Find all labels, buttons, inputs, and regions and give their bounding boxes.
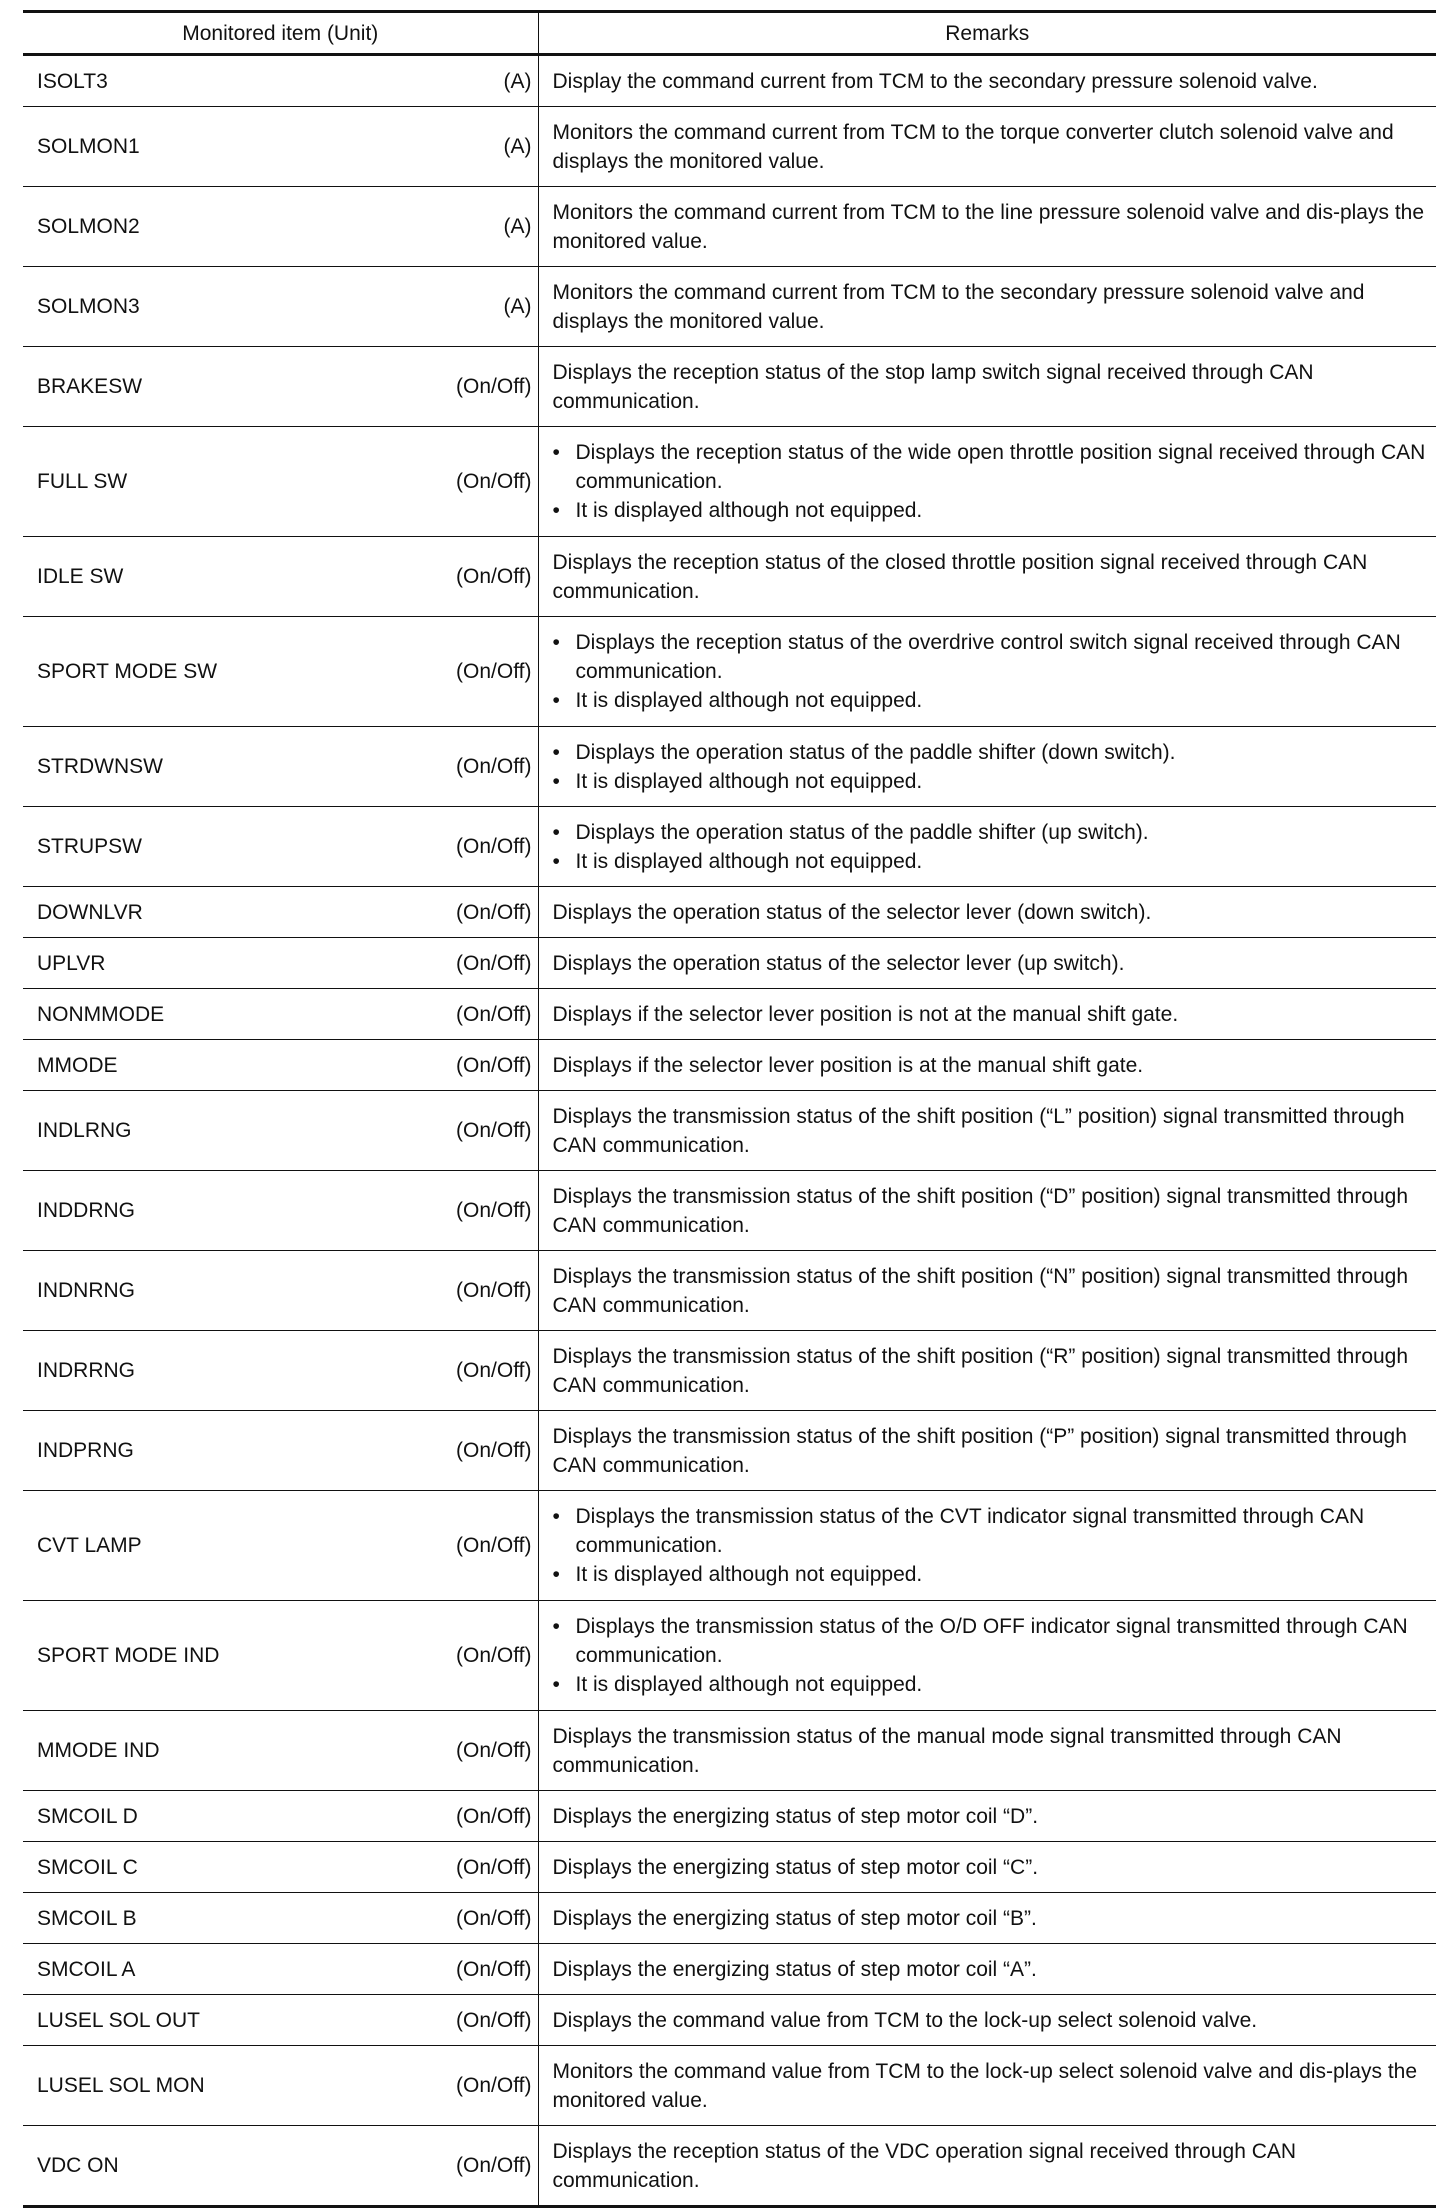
item-cell bbox=[23, 55, 538, 107]
item-unit: (On/Off) bbox=[456, 1119, 532, 1142]
table-row bbox=[23, 1995, 1436, 2046]
remark-text: It is displayed although not equipped. bbox=[575, 1563, 923, 1586]
remarks-cell bbox=[538, 267, 1436, 347]
item-unit: (On/Off) bbox=[456, 1199, 532, 1222]
item-cell bbox=[23, 2046, 538, 2126]
item-cell-content bbox=[23, 1051, 538, 1080]
item-cell-content bbox=[23, 2151, 538, 2180]
table-row bbox=[23, 938, 1436, 989]
remark-bullet bbox=[553, 738, 1427, 767]
monitored-items-table bbox=[23, 10, 1436, 2208]
column-header-item: Monitored item (Unit) bbox=[23, 12, 538, 55]
page bbox=[23, 10, 1436, 2208]
bullet-dot-icon: • bbox=[552, 1563, 560, 1586]
remarks-cell bbox=[538, 187, 1436, 267]
remarks-cell bbox=[538, 887, 1436, 938]
item-unit: (On/Off) bbox=[456, 951, 532, 975]
item-unit: (On/Off) bbox=[456, 835, 532, 858]
item-unit: (A) bbox=[503, 215, 532, 238]
item-cell bbox=[23, 1331, 538, 1411]
table-row bbox=[23, 267, 1436, 347]
item-cell bbox=[23, 187, 538, 267]
item-cell-content bbox=[23, 1356, 538, 1385]
remark-text: Monitors the command value from TCM to the lock-up select solenoid valve and dis-plays the monitored value. bbox=[552, 2059, 1418, 2112]
bullet-dot-icon: • bbox=[552, 689, 560, 712]
remark-text: Displays the transmission status of the shift position (“N” position) signal transmitted through CAN communication. bbox=[552, 1264, 1409, 1317]
remark-text: Display the command current from TCM to the secondary pressure solenoid valve. bbox=[552, 69, 1318, 93]
table-row bbox=[23, 989, 1436, 1040]
bullet-dot-icon: • bbox=[552, 849, 560, 873]
item-name: LUSEL SOL MON bbox=[37, 2074, 205, 2097]
item-cell-content bbox=[23, 1000, 538, 1029]
item-cell bbox=[23, 989, 538, 1040]
remark-text: Displays the reception status of the VDC operation signal received through CAN communication. bbox=[552, 2139, 1297, 2192]
remark-text: It is displayed although not equipped. bbox=[575, 689, 923, 712]
item-name: MMODE bbox=[37, 1053, 118, 1077]
item-name: LUSEL SOL OUT bbox=[37, 2008, 200, 2032]
item-cell bbox=[23, 1995, 538, 2046]
item-cell-content bbox=[23, 1853, 538, 1882]
table-row bbox=[23, 1091, 1436, 1171]
remarks-cell bbox=[538, 107, 1436, 187]
table-row bbox=[23, 2126, 1436, 2207]
item-cell-content bbox=[23, 2071, 538, 2100]
item-cell bbox=[23, 1601, 538, 1711]
item-name: SOLMON1 bbox=[37, 135, 140, 158]
table-row bbox=[23, 107, 1436, 187]
table-row bbox=[23, 1491, 1436, 1601]
table-header-row bbox=[23, 12, 1436, 55]
item-cell bbox=[23, 347, 538, 427]
bullet-dot-icon: • bbox=[552, 631, 560, 654]
remark-text: It is displayed although not equipped. bbox=[575, 849, 923, 873]
item-cell bbox=[23, 1091, 538, 1171]
item-unit: (On/Off) bbox=[456, 1279, 532, 1302]
item-cell-content bbox=[23, 1955, 538, 1984]
item-cell-content bbox=[23, 1736, 538, 1765]
table-row bbox=[23, 1791, 1436, 1842]
remarks-cell bbox=[538, 1251, 1436, 1331]
table-row bbox=[23, 1944, 1436, 1995]
remark-text: Displays the energizing status of step motor coil “C”. bbox=[552, 1855, 1039, 1879]
item-cell bbox=[23, 1944, 538, 1995]
item-cell bbox=[23, 1842, 538, 1893]
item-unit: (On/Off) bbox=[456, 1906, 532, 1930]
item-name: SMCOIL C bbox=[37, 1855, 138, 1879]
item-cell bbox=[23, 2126, 538, 2207]
item-cell bbox=[23, 427, 538, 537]
item-cell-content bbox=[23, 832, 538, 861]
item-cell-content bbox=[23, 898, 538, 927]
item-cell-content bbox=[23, 1531, 538, 1560]
item-name: ISOLT3 bbox=[37, 69, 108, 93]
item-name: SOLMON3 bbox=[37, 295, 140, 318]
remarks-cell bbox=[538, 427, 1436, 537]
remark-text: Displays the operation status of the selector lever (down switch). bbox=[552, 900, 1152, 924]
item-name: SPORT MODE SW bbox=[37, 660, 218, 683]
table-row bbox=[23, 887, 1436, 938]
item-cell-content bbox=[23, 1276, 538, 1305]
table-row bbox=[23, 1171, 1436, 1251]
item-cell bbox=[23, 1251, 538, 1331]
item-cell-content bbox=[23, 292, 538, 321]
bullet-dot-icon: • bbox=[552, 769, 560, 793]
table-row bbox=[23, 347, 1436, 427]
remark-text: It is displayed although not equipped. bbox=[575, 769, 923, 793]
item-name: CVT LAMP bbox=[37, 1534, 142, 1557]
item-name: UPLVR bbox=[37, 951, 106, 975]
item-unit: (On/Off) bbox=[456, 1053, 532, 1077]
remark-text: Displays the operation status of the paddle shifter (down switch). bbox=[575, 740, 1176, 764]
item-cell-content bbox=[23, 1641, 538, 1670]
item-name: SPORT MODE IND bbox=[37, 1644, 220, 1667]
remark-bullet bbox=[553, 1560, 1427, 1589]
item-unit: (On/Off) bbox=[456, 1804, 532, 1828]
remark-text: Displays the command value from TCM to the lock-up select solenoid valve. bbox=[552, 2008, 1258, 2032]
remarks-cell bbox=[538, 1331, 1436, 1411]
remark-text: Monitors the command current from TCM to the torque converter clutch solenoid valve and displays the monitored value. bbox=[552, 120, 1394, 173]
remarks-cell bbox=[538, 1491, 1436, 1601]
item-cell bbox=[23, 1893, 538, 1944]
item-unit: (On/Off) bbox=[456, 1439, 532, 1462]
remark-text: Displays the transmission status of the shift position (“L” position) signal transmitted through CAN communication. bbox=[552, 1104, 1405, 1157]
item-cell-content bbox=[23, 1904, 538, 1933]
remark-text: Displays the operation status of the paddle shifter (up switch). bbox=[575, 820, 1149, 844]
remark-bullet bbox=[553, 1612, 1427, 1670]
item-name: INDRRNG bbox=[37, 1359, 135, 1382]
item-unit: (On/Off) bbox=[456, 1002, 532, 1026]
bullet-dot-icon: • bbox=[552, 441, 560, 464]
item-unit: (On/Off) bbox=[456, 660, 532, 683]
bullet-dot-icon: • bbox=[552, 820, 560, 844]
table-row bbox=[23, 1411, 1436, 1491]
item-name: SMCOIL D bbox=[37, 1804, 138, 1828]
remark-bullet bbox=[553, 818, 1427, 847]
item-cell bbox=[23, 807, 538, 887]
item-name: SMCOIL B bbox=[37, 1906, 137, 1930]
remark-text: It is displayed although not equipped. bbox=[575, 499, 923, 522]
remarks-cell bbox=[538, 727, 1436, 807]
remark-text: Displays the transmission status of the O/D OFF indicator signal transmitted through CAN communication. bbox=[575, 1615, 1408, 1667]
item-cell bbox=[23, 1791, 538, 1842]
remark-text: Displays the operation status of the selector lever (up switch). bbox=[552, 951, 1125, 975]
remark-bullet bbox=[553, 686, 1427, 715]
table-row bbox=[23, 1601, 1436, 1711]
remark-bullet bbox=[553, 628, 1427, 686]
bullet-dot-icon: • bbox=[552, 1615, 560, 1638]
item-unit: (On/Off) bbox=[456, 1855, 532, 1879]
remark-text: Displays the energizing status of step motor coil “B”. bbox=[552, 1906, 1037, 1930]
table-row bbox=[23, 1842, 1436, 1893]
item-unit: (A) bbox=[503, 69, 532, 93]
remark-text: Displays the transmission status of the shift position (“D” position) signal transmitted through CAN communication. bbox=[552, 1184, 1409, 1237]
item-cell bbox=[23, 1171, 538, 1251]
remark-text: Displays the energizing status of step motor coil “A”. bbox=[552, 1957, 1037, 1981]
item-cell-content bbox=[23, 949, 538, 978]
remark-text: Displays the reception status of the overdrive control switch signal received through CAN communication. bbox=[575, 631, 1401, 683]
item-cell bbox=[23, 617, 538, 727]
bullet-dot-icon: • bbox=[552, 1673, 560, 1696]
item-name: BRAKESW bbox=[37, 375, 143, 398]
item-unit: (On/Off) bbox=[456, 1644, 532, 1667]
table-row bbox=[23, 807, 1436, 887]
remarks-cell bbox=[538, 1040, 1436, 1091]
item-cell bbox=[23, 537, 538, 617]
item-cell bbox=[23, 267, 538, 347]
remarks-cell bbox=[538, 1411, 1436, 1491]
remark-text: It is displayed although not equipped. bbox=[575, 1673, 923, 1696]
remarks-cell bbox=[538, 55, 1436, 107]
item-cell bbox=[23, 107, 538, 187]
table-row bbox=[23, 1040, 1436, 1091]
item-cell-content bbox=[23, 1802, 538, 1831]
remark-bullet bbox=[553, 767, 1427, 796]
item-unit: (On/Off) bbox=[456, 900, 532, 924]
item-unit: (On/Off) bbox=[456, 1534, 532, 1557]
remarks-cell bbox=[538, 1711, 1436, 1791]
remark-text: Displays the transmission status of the shift position (“P” position) signal transmitted through CAN communication. bbox=[552, 1424, 1407, 1477]
item-unit: (A) bbox=[503, 135, 532, 158]
remark-text: Displays the transmission status of the manual mode signal transmitted through CAN communication. bbox=[552, 1724, 1342, 1777]
item-cell bbox=[23, 727, 538, 807]
item-name: VDC ON bbox=[37, 2154, 119, 2177]
item-unit: (On/Off) bbox=[456, 2008, 532, 2032]
remark-text: Displays the reception status of the stop lamp switch signal received through CAN communication. bbox=[552, 360, 1314, 413]
item-cell-content bbox=[23, 467, 538, 496]
item-cell-content bbox=[23, 562, 538, 591]
remark-text: Displays if the selector lever position is at the manual shift gate. bbox=[552, 1053, 1144, 1077]
item-cell bbox=[23, 887, 538, 938]
item-name: SMCOIL A bbox=[37, 1957, 136, 1981]
remarks-cell bbox=[538, 1893, 1436, 1944]
item-unit: (On/Off) bbox=[456, 1359, 532, 1382]
bullet-dot-icon: • bbox=[552, 499, 560, 522]
item-cell bbox=[23, 938, 538, 989]
table-row bbox=[23, 55, 1436, 107]
table-row bbox=[23, 1251, 1436, 1331]
bullet-dot-icon: • bbox=[552, 1505, 560, 1528]
item-unit: (On/Off) bbox=[456, 470, 532, 493]
item-cell bbox=[23, 1411, 538, 1491]
remark-text: Displays the reception status of the closed throttle position signal received through CAN communication. bbox=[552, 550, 1368, 603]
item-name: NONMMODE bbox=[37, 1002, 165, 1026]
item-cell bbox=[23, 1040, 538, 1091]
item-name: INDLRNG bbox=[37, 1119, 132, 1142]
item-cell-content bbox=[23, 2006, 538, 2035]
item-cell-content bbox=[23, 1196, 538, 1225]
remarks-cell bbox=[538, 1171, 1436, 1251]
item-unit: (On/Off) bbox=[456, 2154, 532, 2177]
remark-text: Displays if the selector lever position is not at the manual shift gate. bbox=[552, 1002, 1179, 1026]
table-row bbox=[23, 727, 1436, 807]
bullet-dot-icon: • bbox=[552, 740, 560, 764]
table-row bbox=[23, 2046, 1436, 2126]
remarks-cell bbox=[538, 938, 1436, 989]
remark-text: Displays the transmission status of the CVT indicator signal transmitted through CAN communication. bbox=[575, 1505, 1365, 1557]
item-name: IDLE SW bbox=[37, 565, 124, 588]
item-name: STRDWNSW bbox=[37, 755, 163, 778]
item-name: INDNRNG bbox=[37, 1279, 135, 1302]
table-row bbox=[23, 537, 1436, 617]
remarks-cell bbox=[538, 1842, 1436, 1893]
item-name: FULL SW bbox=[37, 470, 128, 493]
remark-bullet bbox=[553, 438, 1427, 496]
remark-text: Displays the energizing status of step motor coil “D”. bbox=[552, 1804, 1039, 1828]
remarks-cell bbox=[538, 1791, 1436, 1842]
item-cell-content bbox=[23, 372, 538, 401]
remarks-cell bbox=[538, 617, 1436, 727]
table-row bbox=[23, 427, 1436, 537]
item-unit: (On/Off) bbox=[456, 2074, 532, 2097]
item-unit: (On/Off) bbox=[456, 1957, 532, 1981]
remark-text: Monitors the command current from TCM to the line pressure solenoid valve and dis-plays the monitored value. bbox=[552, 200, 1425, 253]
remark-text: Displays the reception status of the wide open throttle position signal received through CAN communication. bbox=[575, 441, 1426, 493]
item-cell-content bbox=[23, 657, 538, 686]
table-row bbox=[23, 617, 1436, 727]
item-cell-content bbox=[23, 132, 538, 161]
item-name: MMODE IND bbox=[37, 1739, 160, 1762]
remark-bullet bbox=[553, 1502, 1427, 1560]
remarks-cell bbox=[538, 347, 1436, 427]
remarks-cell bbox=[538, 1944, 1436, 1995]
item-cell-content bbox=[23, 1116, 538, 1145]
item-cell-content bbox=[23, 1436, 538, 1465]
item-unit: (On/Off) bbox=[456, 565, 532, 588]
remark-bullet bbox=[553, 1670, 1427, 1699]
item-unit: (On/Off) bbox=[456, 755, 532, 778]
item-unit: (On/Off) bbox=[456, 1739, 532, 1762]
remarks-cell bbox=[538, 2126, 1436, 2207]
remark-text: Displays the transmission status of the shift position (“R” position) signal transmitted through CAN communication. bbox=[552, 1344, 1409, 1397]
remarks-cell bbox=[538, 1601, 1436, 1711]
item-unit: (On/Off) bbox=[456, 375, 532, 398]
remarks-cell bbox=[538, 537, 1436, 617]
remark-bullet bbox=[553, 847, 1427, 876]
item-cell-content bbox=[23, 752, 538, 781]
item-cell bbox=[23, 1711, 538, 1791]
item-name: STRUPSW bbox=[37, 835, 142, 858]
column-header-remarks: Remarks bbox=[538, 12, 1436, 55]
remarks-cell bbox=[538, 1091, 1436, 1171]
item-cell bbox=[23, 1491, 538, 1601]
item-name: INDDRNG bbox=[37, 1199, 135, 1222]
item-name: SOLMON2 bbox=[37, 215, 140, 238]
item-cell-content bbox=[23, 212, 538, 241]
item-name: INDPRNG bbox=[37, 1439, 134, 1462]
table-row bbox=[23, 187, 1436, 267]
item-cell-content bbox=[23, 67, 538, 96]
remarks-cell bbox=[538, 1995, 1436, 2046]
item-name: DOWNLVR bbox=[37, 900, 143, 924]
remark-bullet bbox=[553, 496, 1427, 525]
table-body bbox=[23, 55, 1436, 2207]
remarks-cell bbox=[538, 989, 1436, 1040]
remarks-cell bbox=[538, 807, 1436, 887]
table-row bbox=[23, 1711, 1436, 1791]
table-row bbox=[23, 1893, 1436, 1944]
remarks-cell bbox=[538, 2046, 1436, 2126]
table-row bbox=[23, 1331, 1436, 1411]
item-unit: (A) bbox=[503, 295, 532, 318]
remark-text: Monitors the command current from TCM to the secondary pressure solenoid valve and displays the monitored value. bbox=[552, 280, 1365, 333]
